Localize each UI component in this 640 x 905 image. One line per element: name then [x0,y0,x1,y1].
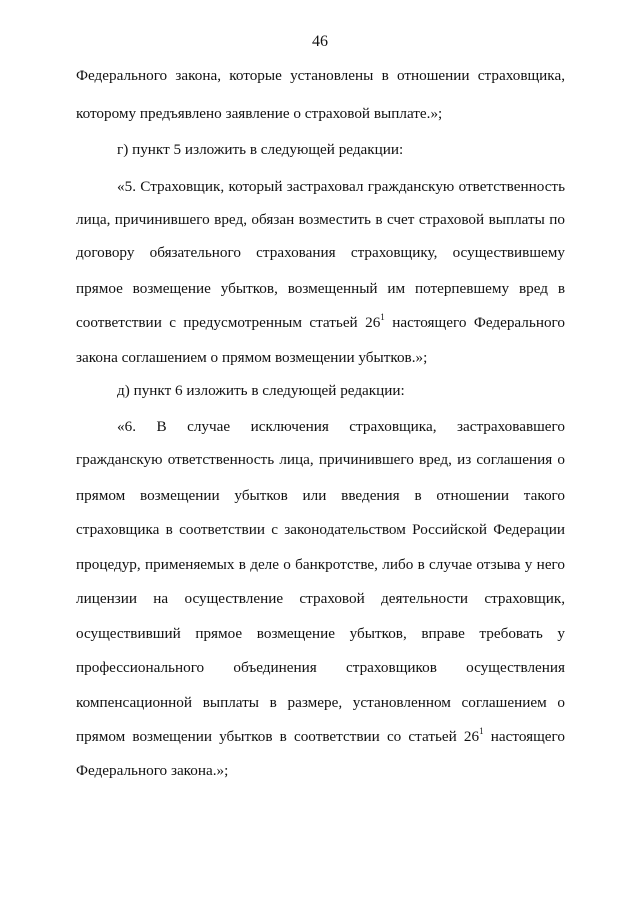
text-line-with-superscript [76,311,565,332]
text-line: компенсационной выплаты в размере, установленном соглашением о [76,694,565,711]
text-line: которому предъявлено заявление о страховой выплате.»; [76,105,443,122]
text-line: прямом возмещении убытков или введения в отношении такого [76,487,565,504]
text-line: закона соглашением о прямом возмещении убытков.»; [76,349,428,366]
text-line: лицензии на осуществление страховой деятельности страховщик, [76,590,565,607]
text-segment: настоящего [483,728,565,745]
text-line: страховщика в соответствии с законодательством Российской Федерации [76,521,565,538]
text-line: договору обязательного страхования страховщику, осуществившему [76,244,565,261]
text-segment: соответствии с предусмотренным статьей 26 [76,314,381,331]
text-line: Федерального закона, которые установлены в отношении страховщика, [76,67,565,84]
text-line: прямое возмещение убытков, возмещенный им потерпевшему вред в [76,280,565,297]
amendment-heading: г) пункт 5 изложить в следующей редакции: [117,141,404,158]
text-line-with-superscript [76,725,565,746]
text-line: Федерального закона.»; [76,762,229,779]
text-line: осуществивший прямое возмещение убытков, вправе требовать у [76,625,565,642]
text-line: процедур, применяемых в деле о банкротстве, либо в случае отзыва у него [76,556,565,573]
amendment-heading: д) пункт 6 изложить в следующей редакции: [117,382,405,399]
text-line: «5. Страховщик, который застраховал гражданскую ответственность [117,178,565,195]
text-segment: настоящего Федерального [384,314,565,331]
page-number: 46 [312,33,328,50]
text-line: профессионального объединения страховщиков осуществления [76,659,565,676]
text-line: лица, причинившего вред, обязан возместить в счет страховой выплаты по [76,211,565,228]
text-line: «6. В случае исключения страховщика, застраховавшего [117,418,565,435]
superscript: 1 [479,725,484,736]
text-line: гражданскую ответственность лица, причинившего вред, из соглашения о [76,451,565,468]
superscript: 1 [380,311,385,322]
text-segment: прямом возмещении убытков в соответствии со статьей 26 [76,728,480,745]
